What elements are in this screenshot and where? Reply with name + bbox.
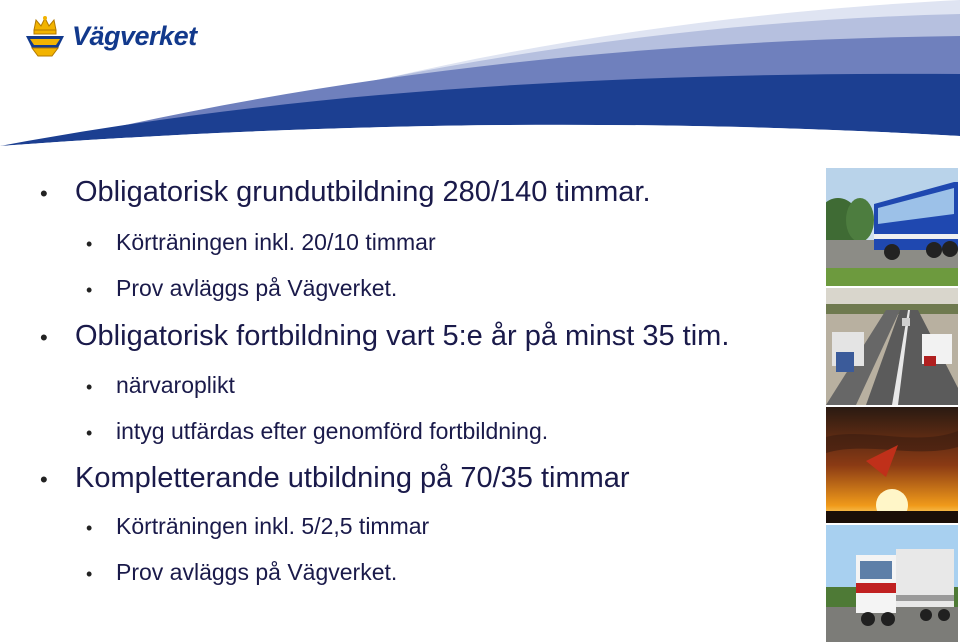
photo-strip (826, 168, 958, 642)
list-item-level2 (86, 275, 397, 302)
list-item-level1 (40, 320, 729, 353)
section1-heading: Obligatorisk grundutbildning 280/140 timmar. (75, 176, 651, 208)
section3-item: Körträningen inkl. 5/2,5 timmar (116, 513, 430, 539)
list-item-level2 (86, 559, 397, 586)
highway-trucks-icon (826, 288, 958, 405)
bullet-icon: • (86, 234, 93, 254)
sunset-kite-icon (826, 407, 958, 523)
highway-photo (826, 288, 958, 405)
section2-heading: Obligatorisk fortbildning vart 5:e år på minst 35 tim. (75, 320, 730, 352)
section2-item: närvaroplikt (116, 372, 235, 398)
bullet-icon: • (86, 423, 93, 443)
bullet-icon: • (40, 325, 48, 350)
bus-icon (826, 168, 958, 286)
truck-icon (826, 525, 958, 642)
logo-wordmark: Vägverket (72, 20, 197, 51)
bullet-icon: • (86, 564, 93, 584)
list-item-level2 (86, 229, 436, 256)
list-item-level2 (86, 513, 429, 540)
truck-photo (826, 525, 958, 642)
bullet-icon: • (40, 467, 48, 492)
section3-heading: Kompletterande utbildning på 70/35 timmar (75, 462, 630, 494)
sunset-photo (826, 407, 958, 523)
bullet-icon: • (86, 280, 93, 300)
section3-item: Prov avläggs på Vägverket. (116, 559, 398, 585)
bus-photo (826, 168, 958, 286)
list-item-level1 (40, 462, 630, 495)
bullet-icon: • (86, 518, 93, 538)
bullet-icon: • (86, 377, 93, 397)
section1-item: Prov avläggs på Vägverket. (116, 275, 398, 301)
list-item-level2 (86, 372, 235, 399)
section1-item: Körträningen inkl. 20/10 timmar (116, 229, 436, 255)
bullet-icon: • (40, 181, 48, 206)
list-item-level1 (40, 176, 651, 209)
section2-item: intyg utfärdas efter genomförd fortbildning. (116, 418, 549, 444)
list-item-level2 (86, 418, 548, 445)
